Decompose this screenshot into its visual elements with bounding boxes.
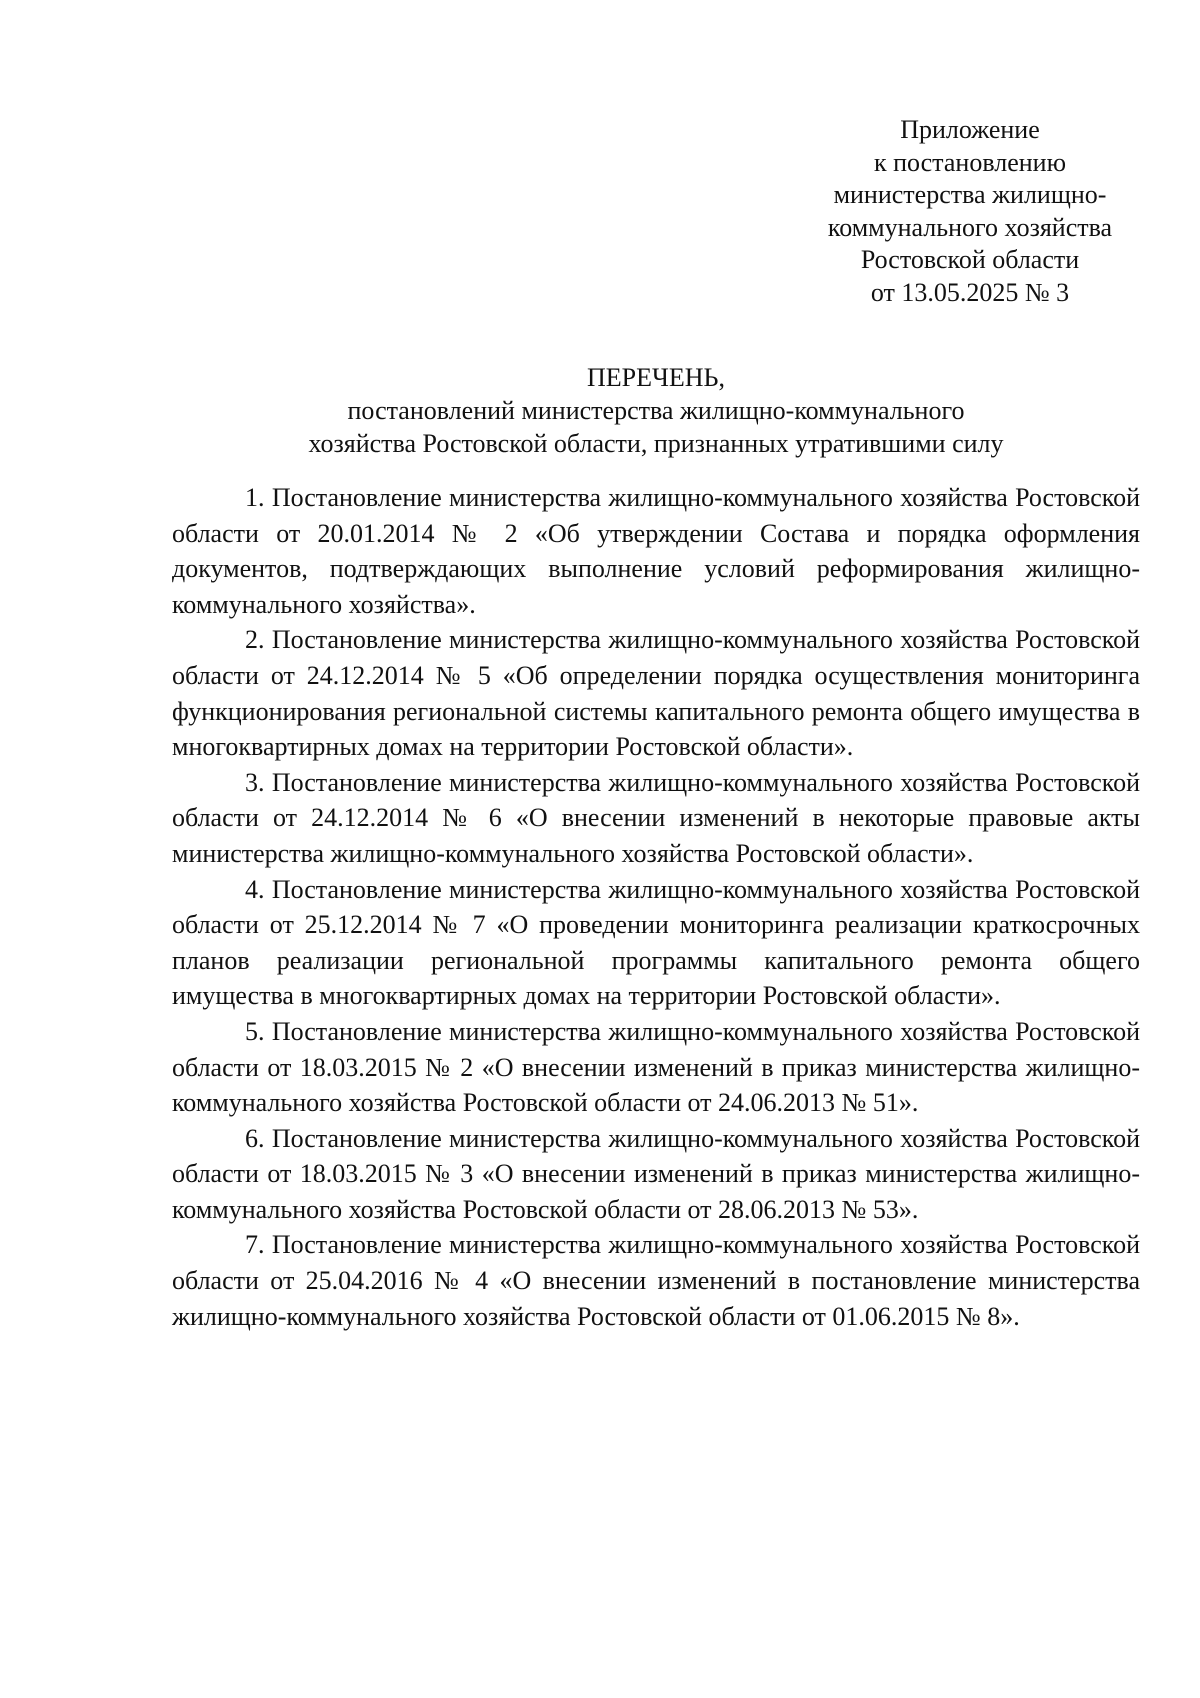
appendix-header xyxy=(810,114,1130,310)
appendix-region-line: Ростовской области xyxy=(860,245,1080,275)
appendix-label: Приложение xyxy=(900,115,1040,144)
list-item-1: 1. Постановление министерства жилищно-коммунального хозяйства Ростовской области от 20.01.2014 № 2 «Об утверждении Состава и порядка оформления документов, подтверждающих выполнение условий реформирования жилищно-коммунального хозяйства». xyxy=(172,483,1140,619)
document-heading xyxy=(172,361,1140,460)
list-item-4: 4. Постановление министерства жилищно-коммунального хозяйства Ростовской области от 25.12.2014 № 7 «О проведении мониторинга реализации краткосрочных планов реализации региональной программы капитального ремонта общего имущества в многоквартирных домах на территории Ростовской области». xyxy=(172,874,1140,1011)
list-item-6: 6. Постановление министерства жилищно-коммунального хозяйства Ростовской области от 18.03.2015 № 3 «О внесении изменений в приказ министерства жилищно-коммунального хозяйства Ростовской области от 28.06.2013 № 53». xyxy=(172,1123,1140,1224)
appendix-ministry-line: министерства жилищно- xyxy=(833,180,1107,210)
list-item-7: 7. Постановление министерства жилищно-коммунального хозяйства Ростовской области от 25.04.2016 № 4 «О внесении изменений в постановление министерства жилищно-коммунального хозяйства Ростовской области от 01.06.2015 № 8». xyxy=(172,1230,1140,1331)
document-subtitle-line-2: хозяйства Ростовской области, признанных утратившими силу xyxy=(308,429,1004,458)
document-subtitle-line-1: постановлений министерства жилищно-коммунального xyxy=(347,396,965,425)
document-title: ПЕРЕЧЕНЬ, xyxy=(587,363,725,392)
resolutions-list xyxy=(172,480,1140,1334)
appendix-ministry-line-cont: коммунального хозяйства xyxy=(827,212,1113,242)
list-item-2: 2. Постановление министерства жилищно-коммунального хозяйства Ростовской области от 24.12.2014 № 5 «Об определении порядка осуществления мониторинга функционирования региональной системы капитального ремонта общего имущества в многоквартирных домах на территории Ростовской области». xyxy=(172,625,1140,762)
list-item-5: 5. Постановление министерства жилищно-коммунального хозяйства Ростовской области от 18.03.2015 № 2 «О внесении изменений в приказ министерства жилищно-коммунального хозяйства Ростовской области от 24.06.2013 № 51». xyxy=(172,1016,1140,1118)
list-item-3: 3. Постановление министерства жилищно-коммунального хозяйства Ростовской области от 24.12.2014 № 6 «О внесении изменений в некоторые правовые акты министерства жилищно-коммунального хозяйства Ростовской области». xyxy=(172,767,1140,868)
appendix-date-number: от 13.05.2025 № 3 xyxy=(870,277,1070,307)
appendix-reference-line: к постановлению xyxy=(873,147,1067,177)
